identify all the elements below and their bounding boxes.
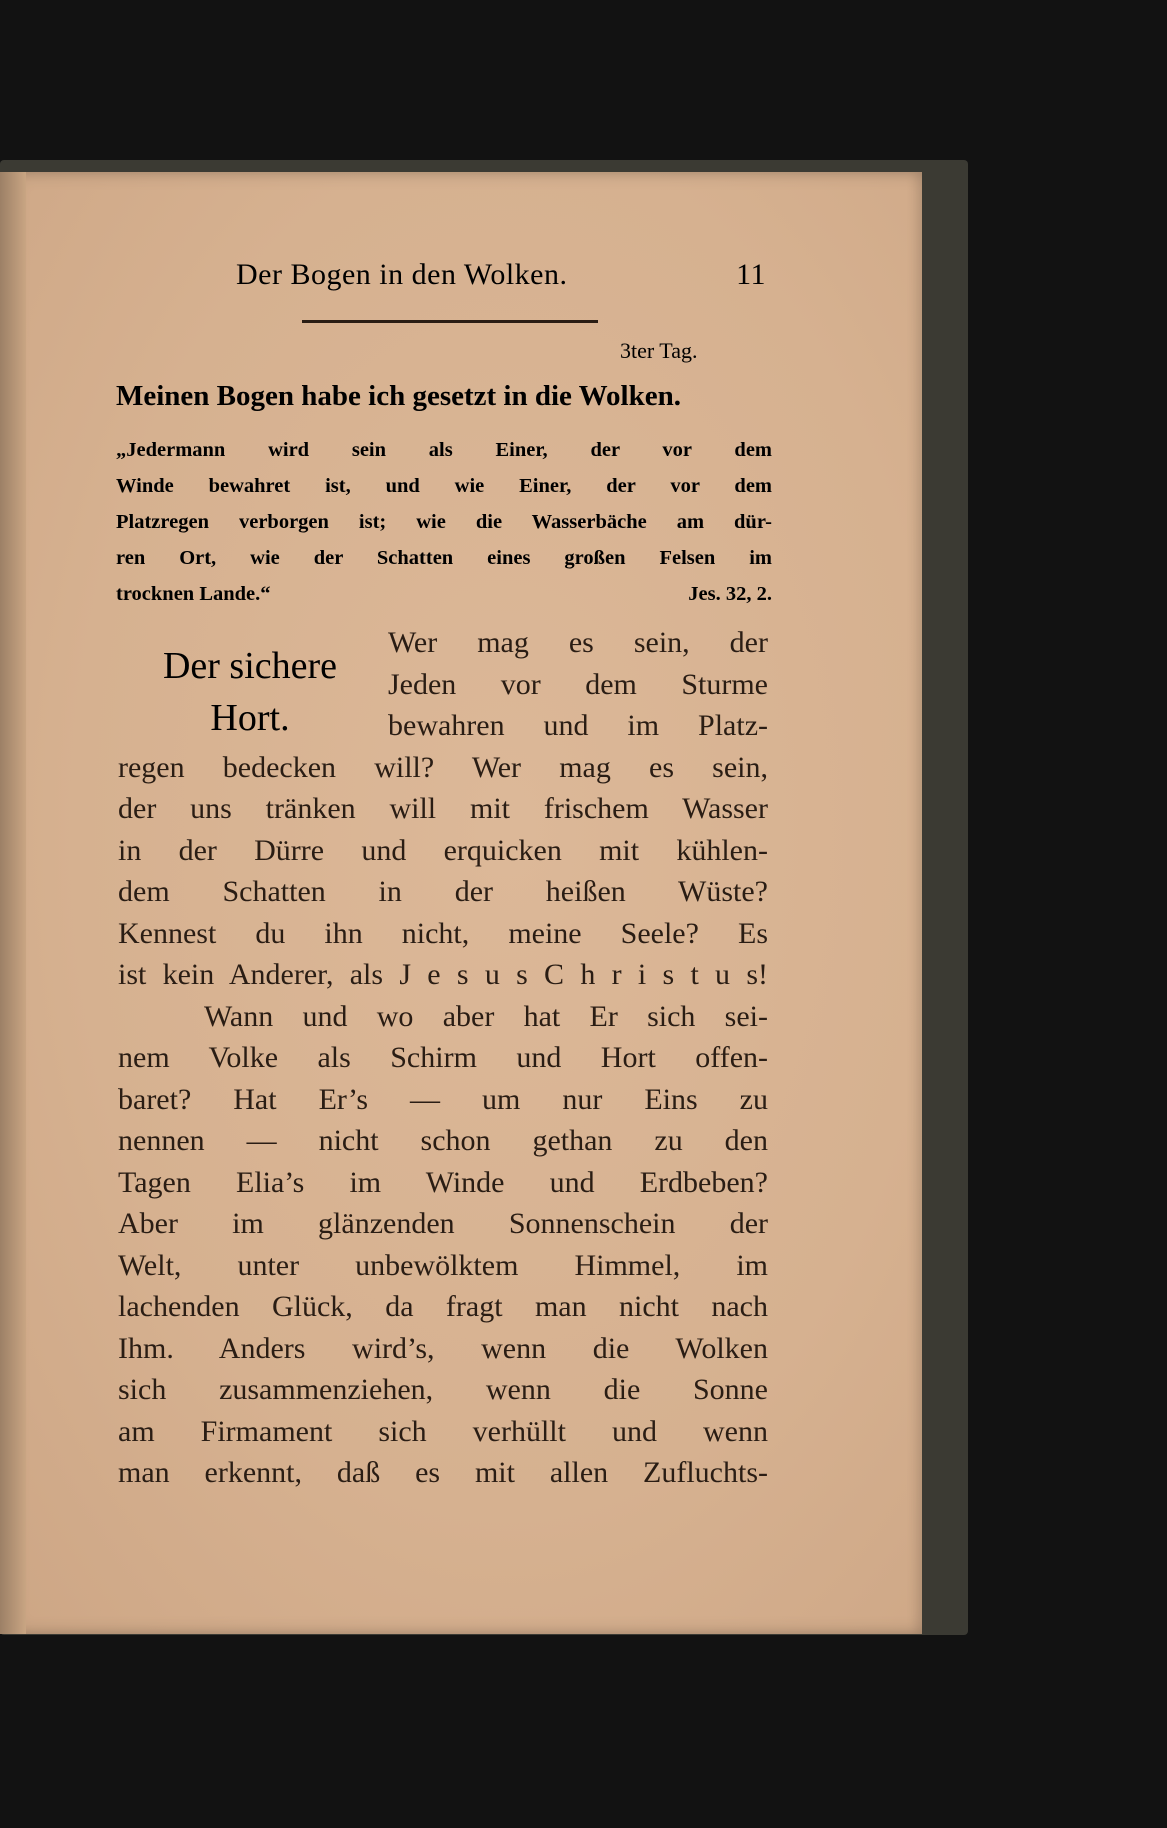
quote-reference: Jes. 32, 2. <box>688 583 772 605</box>
header-rule <box>302 320 598 323</box>
day-label: 3ter Tag. <box>620 338 698 363</box>
body-text <box>118 622 768 1494</box>
section-title-line: Hort. <box>210 697 290 739</box>
body-line: Ihm. Anders wird’s, wenn die Wolken <box>118 1331 768 1365</box>
body-line: Welt, unter unbewölktem Himmel, im <box>118 1248 768 1282</box>
body-line: nem Volke als Schirm und Hort offen- <box>118 1041 768 1074</box>
body-line: lachenden Glück, da fragt man nicht nach <box>118 1290 768 1323</box>
page-number: 11 <box>736 258 766 291</box>
body-line: Aber im glänzenden Sonnenschein der <box>118 1207 768 1240</box>
quote-line: ren Ort, wie der Schatten eines großen Felsen im <box>116 547 772 569</box>
body-line: sich zusammenziehen, wenn die Sonne <box>118 1373 768 1406</box>
body-line: regen bedecken will? Wer mag es sein, <box>118 750 768 784</box>
body-line: nennen — nicht schon gethan zu den <box>118 1124 768 1157</box>
body-line: Tagen Elia’s im Winde und Erdbeben? <box>118 1165 768 1199</box>
running-head-title: Der Bogen in den Wolken. <box>236 258 568 291</box>
body-line: man erkennt, daß es mit allen Zufluchts- <box>118 1456 768 1489</box>
page-gutter <box>0 172 26 1634</box>
body-line: dem Schatten in der heißen Wüste? <box>118 875 768 908</box>
quote-last-line <box>116 576 772 612</box>
quote-line: trocknen Lande.“ <box>116 583 271 605</box>
body-line: Wann und wo aber hat Er sich sei- <box>204 999 768 1033</box>
running-head <box>236 252 766 302</box>
quote-line: Winde bewahret ist, und wie Einer, der vor dem <box>116 475 772 497</box>
body-line: Jeden vor dem Sturme <box>388 667 768 701</box>
body-line: am Firmament sich verhüllt und wenn <box>118 1414 768 1448</box>
body-line: baret? Hat Er’s — um nur Eins zu <box>118 1082 768 1116</box>
body-line: Kennest du ihn nicht, meine Seele? Es <box>118 916 768 950</box>
body-line: ist kein Anderer, als J e s u s C h r i s t u s! <box>118 958 768 991</box>
scripture-quote <box>116 432 772 612</box>
quote-line: „Jedermann wird sein als Einer, der vor dem <box>116 439 772 461</box>
body-line: der uns tränken will mit frischem Wasser <box>118 792 768 825</box>
quote-line: Platzregen verborgen ist; wie die Wasserbäche am dür- <box>116 511 772 533</box>
section-title-line: Der sichere <box>162 645 338 687</box>
motto-heading: Meinen Bogen habe ich gesetzt in die Wolken. <box>116 380 681 412</box>
body-line: bewahren und im Platz- <box>388 709 768 742</box>
body-line: in der Dürre und erquicken mit kühlen- <box>118 833 768 867</box>
body-line: Wer mag es sein, der <box>388 626 768 659</box>
